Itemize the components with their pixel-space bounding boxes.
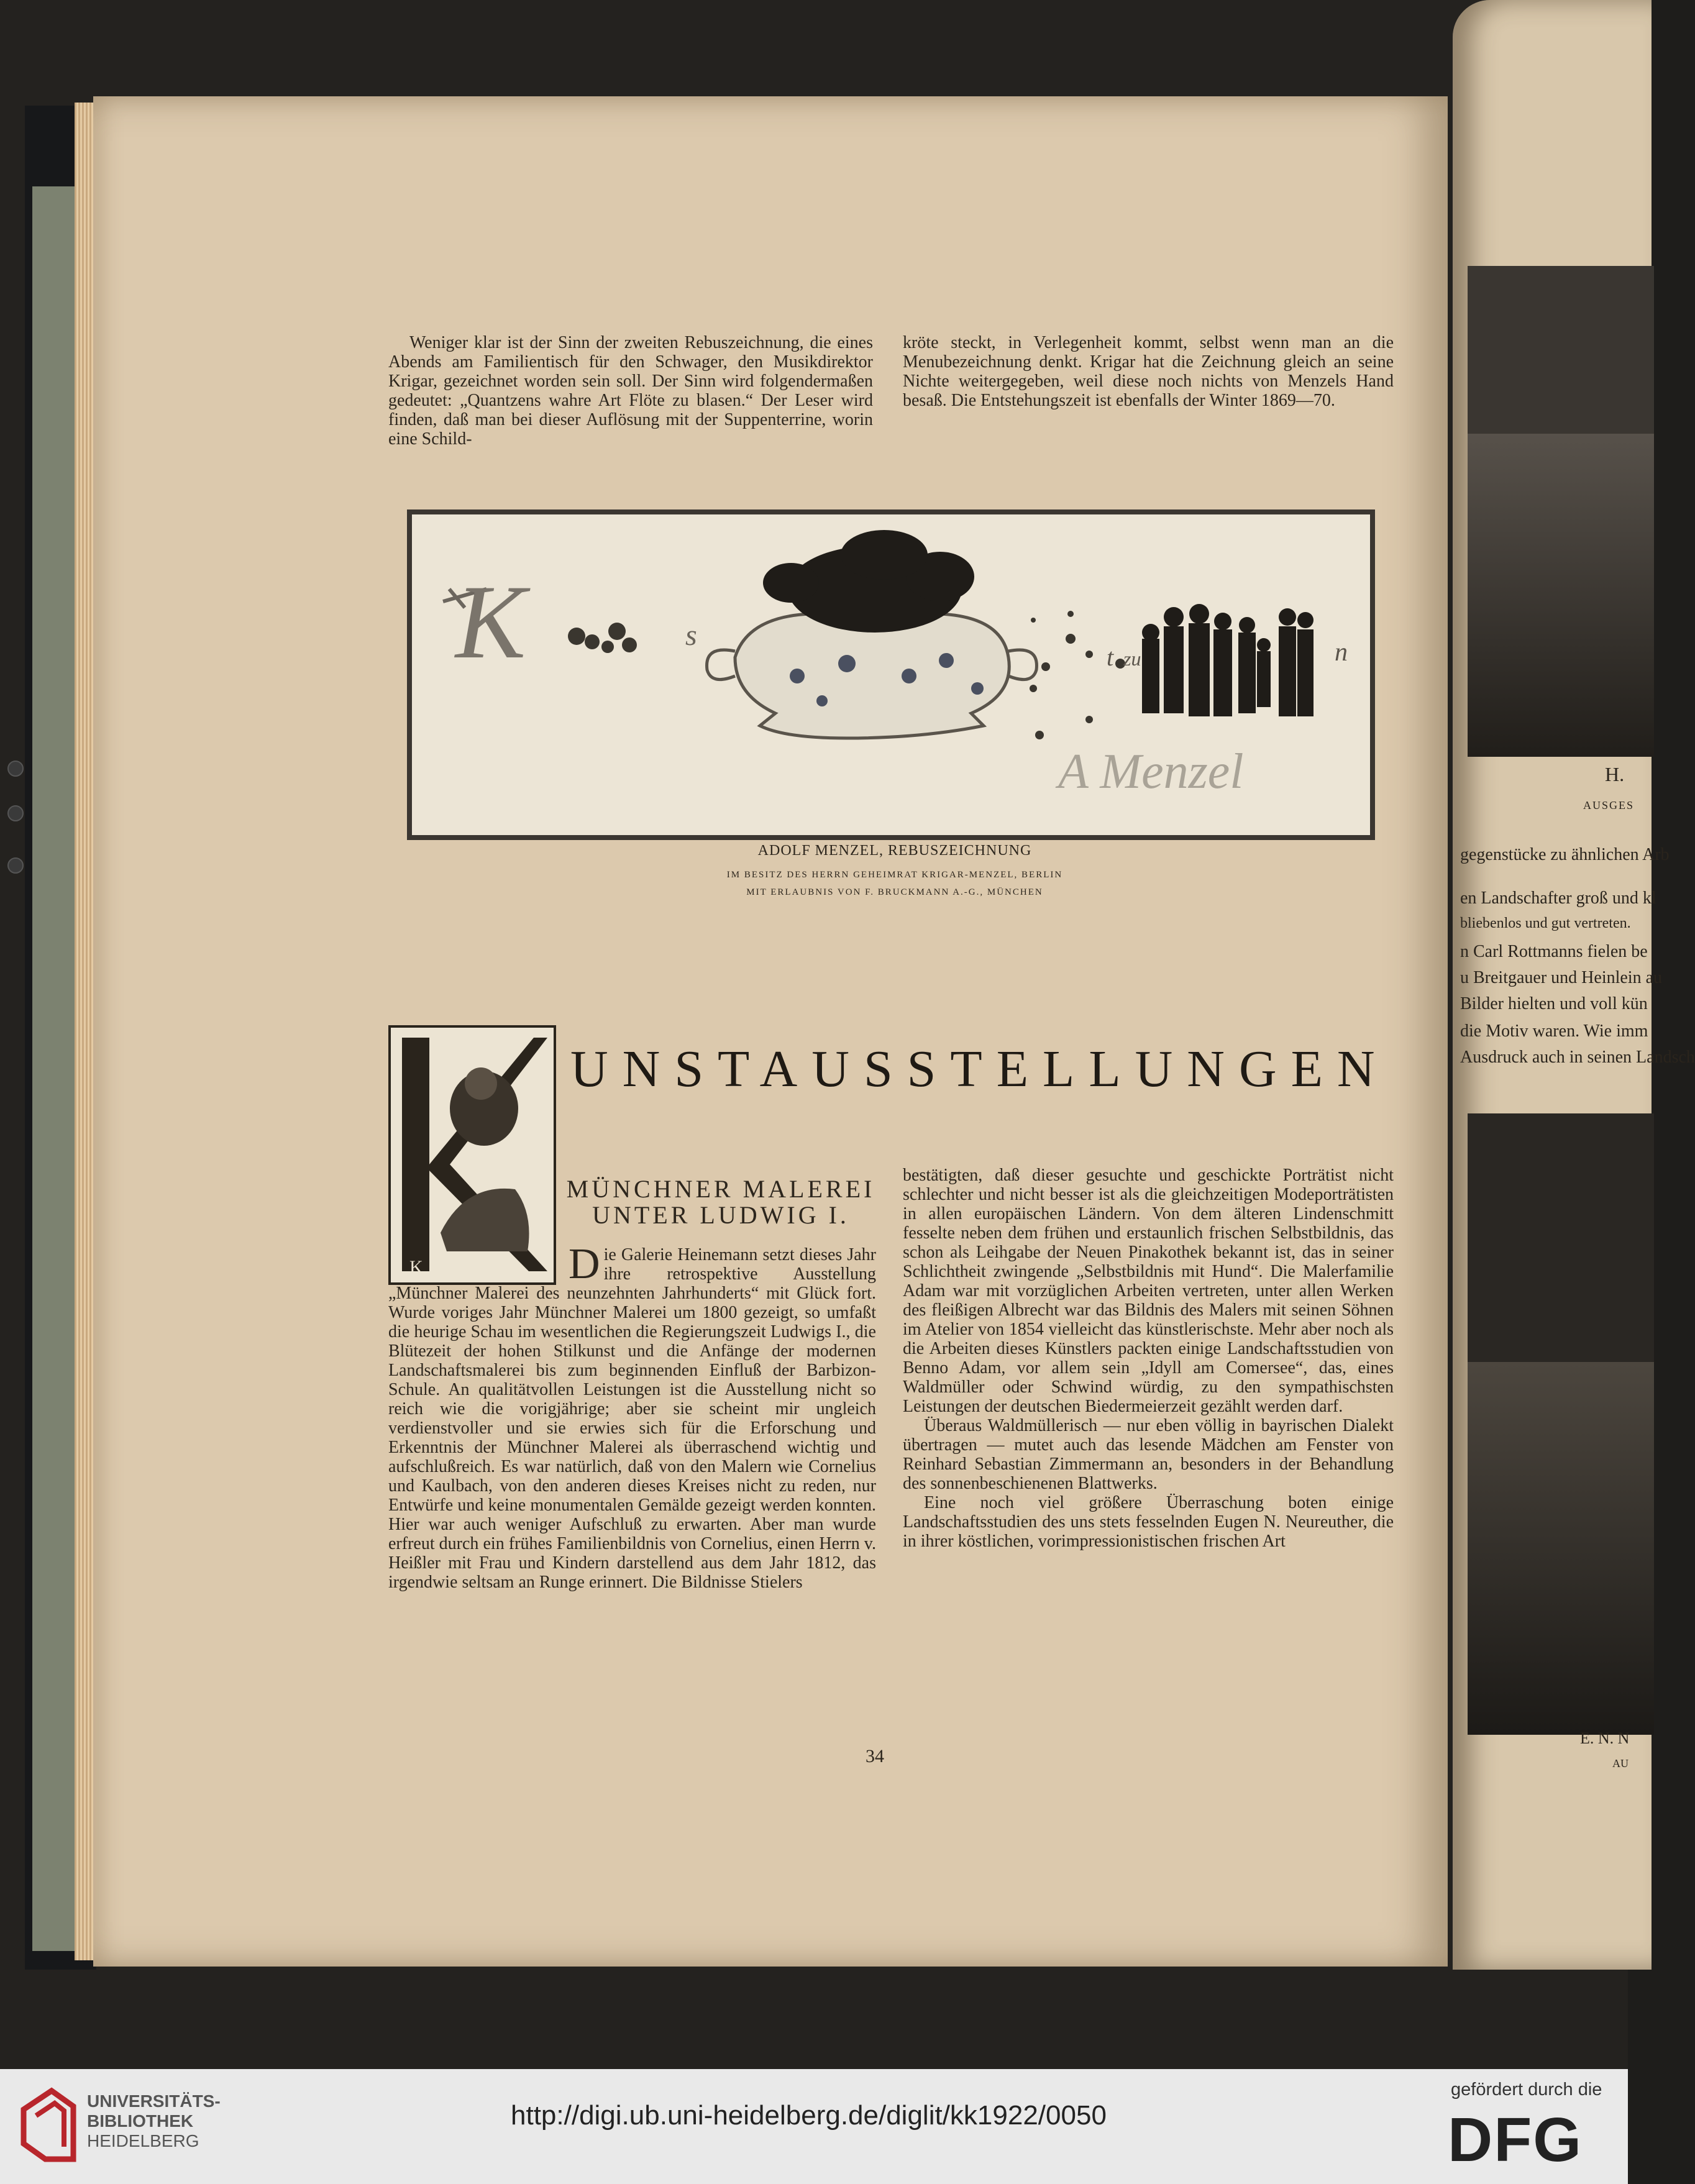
- library-name-line3: HEIDELBERG: [87, 2131, 199, 2150]
- rebus-drawing-figure: [407, 509, 1375, 840]
- binding-rivet: [7, 805, 24, 821]
- facing-caption-h: H.: [1605, 763, 1625, 785]
- facing-text-line: gegenstücke zu ähnlichen Arb: [1460, 845, 1670, 864]
- funding-note: gefördert durch die: [1451, 2080, 1602, 2099]
- text-column-top-left: [388, 333, 873, 449]
- paragraph: [388, 1240, 876, 1592]
- library-name-line2: BIBLIOTHEK: [87, 2111, 194, 2131]
- rebus-word-zu: zu: [1123, 647, 1141, 670]
- rebus-letter-n: n: [1335, 638, 1348, 667]
- facing-caption-en: E. N. N: [1580, 1729, 1630, 1747]
- figure-caption-permission: MIT ERLAUBNIS VON F. BRUCKMANN A.-G., MÜNCHEN: [746, 887, 1043, 897]
- university-library-logo-icon[interactable]: [17, 2085, 80, 2165]
- facing-text-line: en Landschafter groß und kl: [1460, 889, 1656, 908]
- rebus-letter-s: s: [685, 619, 697, 652]
- figure-caption-title: ADOLF MENZEL, REBUSZEICHNUNG: [757, 843, 1032, 859]
- article-column-right: [903, 1166, 1394, 1551]
- paragraph: kröte steckt, in Verlegenheit kommt, selbst wenn man an die Menubezeichnung denkt. Krigar hat die Zeichnung gleich an seine Nichte weitergegeben, weil diese noch nichts von Menzels Hand besaß. Die Entstehungszeit ist ebenfalls der Winter 1869—70.: [903, 333, 1394, 410]
- page-number: 34: [866, 1746, 884, 1766]
- subheading-line1: MÜNCHNER MALEREI: [566, 1175, 875, 1203]
- initial-k-letter: K: [409, 1257, 423, 1277]
- facing-caption-ausges: AUSGES: [1583, 799, 1635, 811]
- binding-rivet: [7, 857, 24, 874]
- drop-cap-d: D: [569, 1240, 600, 1288]
- paragraph: bestätigten, daß dieser gesuchte und geschickte Porträtist nicht schlechter und nicht besser ist als die gleichzeitigen Modeporträtisten in allen europäischen Ländern. Von dem älteren Lindenschmitt fesselte neben dem frühen und erstaunlich frischen Selbstbildnis, das schon als Leihgabe der Neuen Pinakothek bekannt ist, das in seiner Schlichtheit zwingende „Selbstbildnis mit Hund“. Die Malerfamilie Adam war mit vorzüglichen Arbeiten vertreten, unter allen Werken des fleißigen Albrecht war das Bildnis des Malers mit seinen Söhnen im Atelier von 1854 vielleicht das künstlerischste. Mehr aber noch als die Arbeiten dieses Künstlers packten einige Landschaftsstudien von Benno Adam, vor allem sein „Idyll am Comersee“, das, eines Waldmüller oder Schwind würdig, zu den sympathischsten Leistungen der deutschen Biedermeierzeit gezählt werden darf.: [903, 1166, 1394, 1416]
- paragraph: Weniger klar ist der Sinn der zweiten Rebuszeichnung, die eines Abends am Familientisch für den Schwager, den Musikdirektor Krigar, gezeichnet worden sein soll. Der Sinn wird folgendermaßen gedeutet: „Quantzens wahre Art Flöte zu blasen.“ Der Leser wird finden, daß man bei dieser Auflösung mit der Suppenterrine, worin eine Schild-: [388, 333, 873, 449]
- facing-text-line: n Carl Rottmanns fielen be: [1460, 942, 1648, 961]
- facing-text-line: Ausdruck auch in seinen Landsch: [1460, 1048, 1695, 1067]
- initial-k-illustration: [391, 1028, 554, 1282]
- facing-text-line: Bilder hielten und voll kün: [1460, 994, 1648, 1013]
- paragraph: Überaus Waldmüllerisch — nur eben völlig in bayrischen Dialekt übertragen — mutet auch das lesende Mädchen am Fenster von Reinhard Sebastian Zimmermann an, besonders in der Behandlung des sonnenbeschienenen Blattwerks.: [903, 1416, 1394, 1493]
- menzel-signature: A Menzel: [1058, 744, 1244, 799]
- figure-caption-owner: IM BESITZ DES HERRN GEHEIMRAT KRIGAR-MENZEL, BERLIN: [726, 870, 1063, 880]
- rebus-letter-k: K: [455, 564, 526, 680]
- facing-page-landscape-photo: [1468, 266, 1654, 757]
- permalink-url[interactable]: http://digi.ub.uni-heidelberg.de/diglit/kk1922/0050: [511, 2100, 1107, 2131]
- subheading-line2: UNTER LUDWIG I.: [592, 1201, 849, 1229]
- paragraph-text: ie Galerie Heinemann setzt dieses Jahr ihre retrospektive Ausstellung „Münchner Malerei des neunzehnten Jahrhunderts“ mit Glück fort. Wurde voriges Jahr Münchner Malerei um 1800 gezeigt, so umfaßt die heurige Schau im wesentlichen die Regierungszeit Ludwigs I., die Blütezeit der hohen Stilkunst und die Anfänge der modernen Landschaftsmalerei bis zum beginnenden Einfluß der Barbizon-Schule. An qualitätvollen Leistungen ist die Ausstellung nicht so reich wie die vorigjährige; aber sie scheint mir ungleich verdienstvoller und sie erwies sich für die Erforschung und Erkenntnis der Münchner Malerei als überraschend wichtig und aufschlußreich. Es war natürlich, daß von den Malern wie Cornelius und Kaulbach, von den anderen dieses Kreises nicht zu reden, nur Entwürfe und keine monumentalen Gemälde gezeigt werden konnten. Hier war auch weniger Aufschluß zu erwarten. Aber man wurde erfreut durch ein frühes Familienbildnis von Cornelius, einen Herrn v. Heißler mit Frau und Kindern darstellend aus dem Jahr 1812, das irgendwie seltsam an Runge erinnert. Die Bildnisse Stielers: [388, 1245, 876, 1592]
- paragraph: Eine noch viel größere Überraschung boten einige Landschaftsstudien des uns stets fesselnden Eugen N. Neureuther, die in ihrer köstlichen, vorimpressionistischen frischen Art: [903, 1493, 1394, 1551]
- rebus-drawing: [412, 514, 1370, 835]
- facing-caption-au: AU: [1612, 1757, 1629, 1770]
- binding-rivet: [7, 761, 24, 777]
- section-heading: UNSTAUSSTELLUNGEN: [570, 1040, 1389, 1098]
- rebus-word-t: t: [1107, 643, 1114, 671]
- library-name-line1: UNIVERSITÄTS-: [87, 2091, 221, 2111]
- text-column-top-right: [903, 333, 1394, 410]
- dfg-logo[interactable]: DFG: [1448, 2105, 1583, 2175]
- article-column-left: [388, 1240, 876, 1592]
- facing-text-line: die Motiv waren. Wie imm: [1460, 1021, 1648, 1041]
- rebus-people-group: [1142, 604, 1314, 716]
- facing-text-line: u Breitgauer und Heinlein au: [1460, 968, 1663, 987]
- facing-text-line: bliebenlos und gut vertreten.: [1460, 915, 1631, 931]
- facing-page-garden-photo: [1468, 1113, 1654, 1735]
